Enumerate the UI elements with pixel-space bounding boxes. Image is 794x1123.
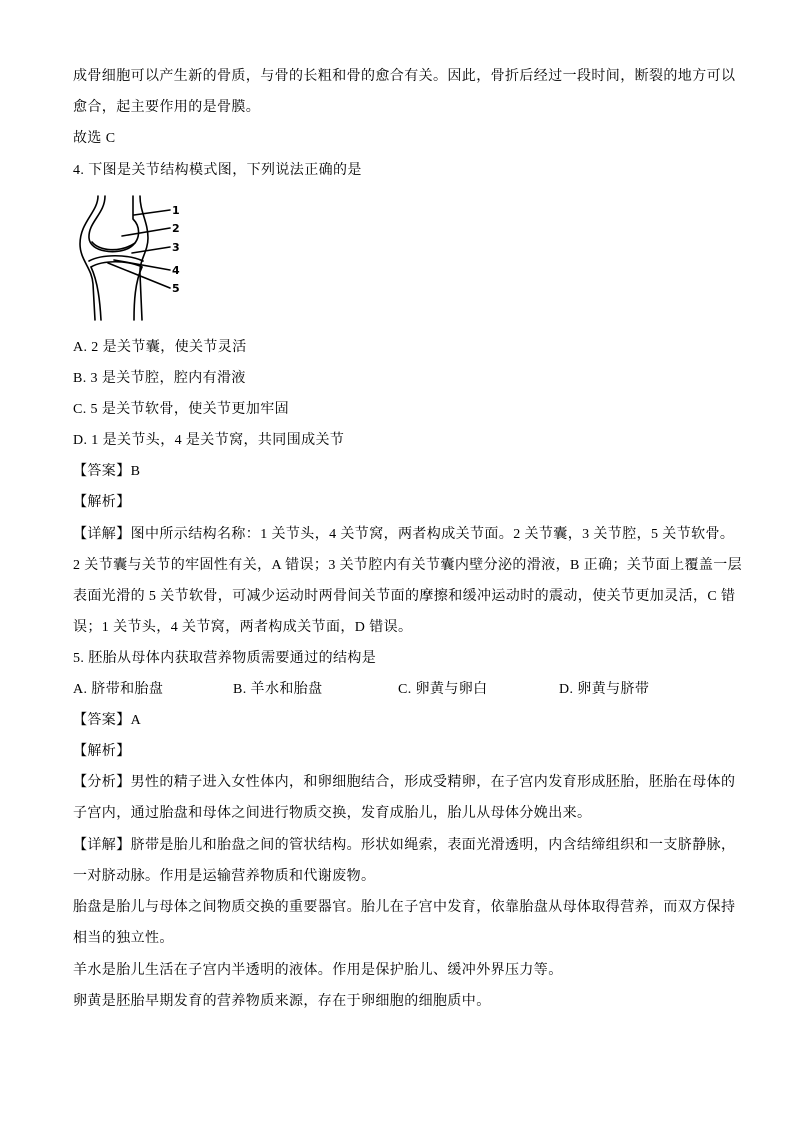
question-5-analysis-label: 【解析】: [73, 744, 131, 759]
question-5-body-line: 【详解】脐带是胎儿和胎盘之间的管状结构。形状如绳索，表面光滑透明，内含结缔组织和一支脐静脉，: [73, 838, 736, 853]
leader-line-1: [134, 210, 170, 215]
question-5-option-a: A. 脐带和胎盘: [73, 682, 164, 697]
question-5-body-line: 【分析】男性的精子进入女性体内，和卵细胞结合，形成受精卵，在子宫内发育形成胚胎，胚胎在母体的: [73, 775, 736, 790]
question-5-body-line: 子宫内，通过胎盘和母体之间进行物质交换，发育成胎儿，胎儿从母体分娩出来。: [73, 806, 592, 821]
question-4-stem: 4. 下图是关节结构模式图，下列说法正确的是: [73, 163, 362, 178]
question-4-option-a: A. 2 是关节囊，使关节灵活: [73, 340, 247, 355]
paragraph-line: 愈合，起主要作用的是骨膜。: [73, 100, 261, 115]
question-4-answer: 【答案】B: [73, 464, 141, 479]
figure-label-2: 2: [172, 222, 180, 235]
question-4-option-c: C. 5 是关节软骨，使关节更加牢固: [73, 402, 290, 417]
question-4-detail-line: 误；1 关节头，4 关节窝，两者构成关节面，D 错误。: [73, 620, 413, 635]
question-5-option-b: B. 羊水和胎盘: [233, 682, 323, 697]
figure-label-3: 3: [172, 241, 180, 254]
question-4-analysis-label: 【解析】: [73, 495, 131, 510]
question-5-body-line: 羊水是胎儿生活在子宫内半透明的液体。作用是保护胎儿、缓冲外界压力等。: [73, 963, 563, 978]
question-4-detail-line: 表面光滑的 5 关节软骨，可减少运动时两骨间关节面的摩擦和缓冲运动时的震动，使关节更加灵活，C 错: [73, 589, 736, 604]
question-5-answer: 【答案】A: [73, 713, 142, 728]
question-5-stem: 5. 胚胎从母体内获取营养物质需要通过的结构是: [73, 651, 377, 666]
question-4-option-d: D. 1 是关节头，4 是关节窝，共同围成关节: [73, 433, 345, 448]
figure-label-5: 5: [172, 282, 180, 295]
leader-line-2: [122, 228, 170, 236]
question-5-option-c: C. 卵黄与卵白: [398, 682, 488, 697]
leader-line-5: [108, 263, 170, 288]
leader-line-3: [132, 247, 170, 253]
question-4-detail-line: 2 关节囊与关节的牢固性有关，A 错误；3 关节腔内有关节囊内壁分泌的滑液，B 正确；关节面上覆盖一层: [73, 558, 743, 573]
joint-structure-figure: [72, 192, 184, 324]
figure-label-4: 4: [172, 264, 180, 277]
question-5-body-line: 胎盘是胎儿与母体之间物质交换的重要器官。胎儿在子宫中发育，依靠胎盘从母体取得营养，而双方保持: [73, 900, 736, 915]
question-4-option-b: B. 3 是关节腔，腔内有滑液: [73, 371, 246, 386]
lower-bone-left: [91, 267, 101, 320]
question-5-body-line: 一对脐动脉。作用是运输营养物质和代谢废物。: [73, 869, 376, 884]
paragraph-line: 成骨细胞可以产生新的骨质，与骨的长粗和骨的愈合有关。因此，骨折后经过一段时间，断裂的地方可以: [73, 69, 736, 84]
answer-conclusion: 故选 C: [73, 131, 116, 146]
question-5-body-line: 相当的独立性。: [73, 931, 174, 946]
question-4-detail-line: 【详解】图中所示结构名称：1 关节头，4 关节窝，两者构成关节面。2 关节囊，3 关节腔，5 关节软骨。: [73, 527, 735, 542]
question-5-body-line: 卵黄是胚胎早期发育的营养物质来源，存在于卵细胞的细胞质中。: [73, 994, 491, 1009]
question-5-option-d: D. 卵黄与脐带: [559, 682, 650, 697]
figure-label-1: 1: [172, 204, 180, 217]
